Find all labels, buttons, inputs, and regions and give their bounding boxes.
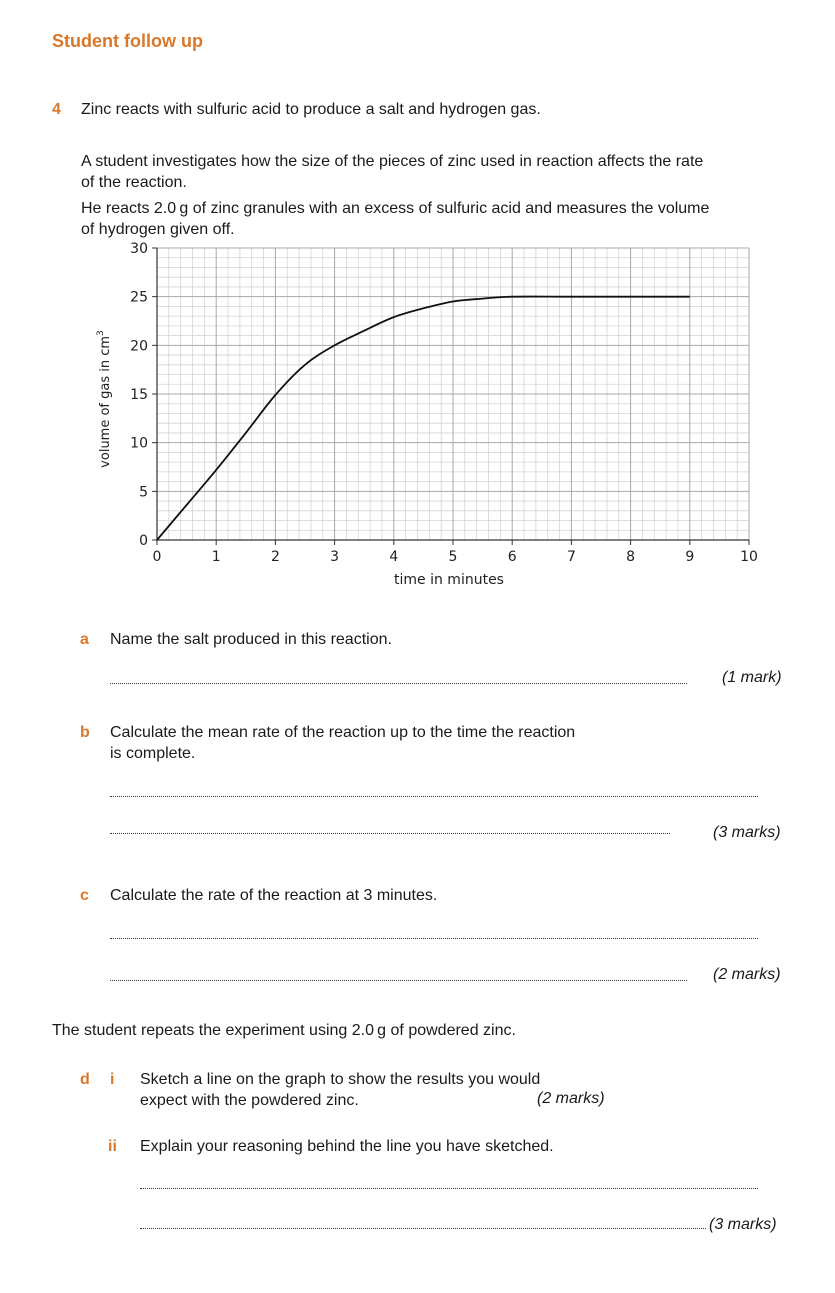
part-d-ii-answer-line-1[interactable] <box>140 1188 758 1189</box>
y-tick-label: 25 <box>130 289 148 306</box>
y-tick-label: 5 <box>139 484 148 501</box>
grid-major <box>157 248 749 540</box>
part-d-i-label: i <box>110 1071 115 1088</box>
part-d-ii-label: ii <box>108 1138 117 1155</box>
part-b-text-line2: is complete. <box>110 745 196 762</box>
part-a-label: a <box>80 631 89 648</box>
part-d-i-text-line2: expect with the powdered zinc. <box>140 1092 359 1109</box>
x-tick-label: 1 <box>211 549 221 565</box>
y-tick-label: 15 <box>130 387 148 403</box>
question-para2-line2: of hydrogen given off. <box>81 221 235 238</box>
series-line-granules <box>157 297 690 540</box>
ticks <box>130 241 758 565</box>
y-tick-label: 20 <box>130 338 148 355</box>
x-tick-label: 6 <box>507 549 517 565</box>
x-tick-label: 3 <box>330 549 340 565</box>
part-d-ii-text: Explain your reasoning behind the line you have sketched. <box>140 1138 554 1155</box>
part-c-label: c <box>80 887 89 904</box>
section-title: Student follow up <box>52 31 203 51</box>
x-tick-label: 10 <box>740 549 758 565</box>
repeat-experiment-text: The student repeats the experiment using 2.0 g of powdered zinc. <box>52 1022 516 1039</box>
part-d-i-text-line1: Sketch a line on the graph to show the results you would <box>140 1071 541 1088</box>
part-d-i-marks: (2 marks) <box>537 1090 605 1107</box>
part-c-answer-line-1[interactable] <box>110 938 758 939</box>
part-b-text-line1: Calculate the mean rate of the reaction up to the time the reaction <box>110 724 576 741</box>
y-tick-label: 10 <box>130 435 148 452</box>
part-b-label: b <box>80 724 90 741</box>
x-tick-label: 9 <box>685 549 695 565</box>
part-d-label: d <box>80 1071 90 1088</box>
question-para1-line1: A student investigates how the size of the pieces of zinc used in reaction affects the rate <box>81 153 704 170</box>
y-tick-label: 0 <box>139 533 148 549</box>
x-tick-label: 8 <box>626 549 636 565</box>
volume-time-chart <box>0 0 835 600</box>
question-para1-line2: of the reaction. <box>81 174 187 191</box>
x-tick-label: 0 <box>152 549 162 565</box>
part-a-marks: (1 mark) <box>722 669 782 686</box>
part-c-answer-line-2[interactable] <box>110 980 687 981</box>
part-b-answer-line-2[interactable] <box>110 833 670 834</box>
x-tick-label: 5 <box>448 549 458 565</box>
x-axis-label: time in minutes <box>394 572 504 588</box>
x-tick-label: 2 <box>270 549 280 565</box>
y-axis-label <box>96 330 113 468</box>
part-a-text: Name the salt produced in this reaction. <box>110 631 392 648</box>
series <box>157 297 690 540</box>
part-b-answer-line-1[interactable] <box>110 796 758 797</box>
part-c-text: Calculate the rate of the reaction at 3 minutes. <box>110 887 438 904</box>
x-tick-label: 4 <box>389 549 399 565</box>
y-tick-label: 30 <box>130 241 148 257</box>
y-axis-label-text: volume of gas in cm <box>98 335 113 468</box>
question-intro: Zinc reacts with sulfuric acid to produce a salt and hydrogen gas. <box>81 101 541 118</box>
question-number: 4 <box>52 101 61 118</box>
y-axis-label-superscript: 3 <box>96 330 106 336</box>
question-para2-line1: He reacts 2.0 g of zinc granules with an excess of sulfuric acid and measures the volume <box>81 200 710 217</box>
part-d-ii-answer-line-2[interactable] <box>140 1228 706 1229</box>
part-d-ii-marks: (3 marks) <box>709 1216 777 1233</box>
part-c-marks: (2 marks) <box>713 966 781 983</box>
x-tick-label: 7 <box>566 549 576 565</box>
part-b-marks: (3 marks) <box>713 824 781 841</box>
part-a-answer-line[interactable] <box>110 683 687 684</box>
